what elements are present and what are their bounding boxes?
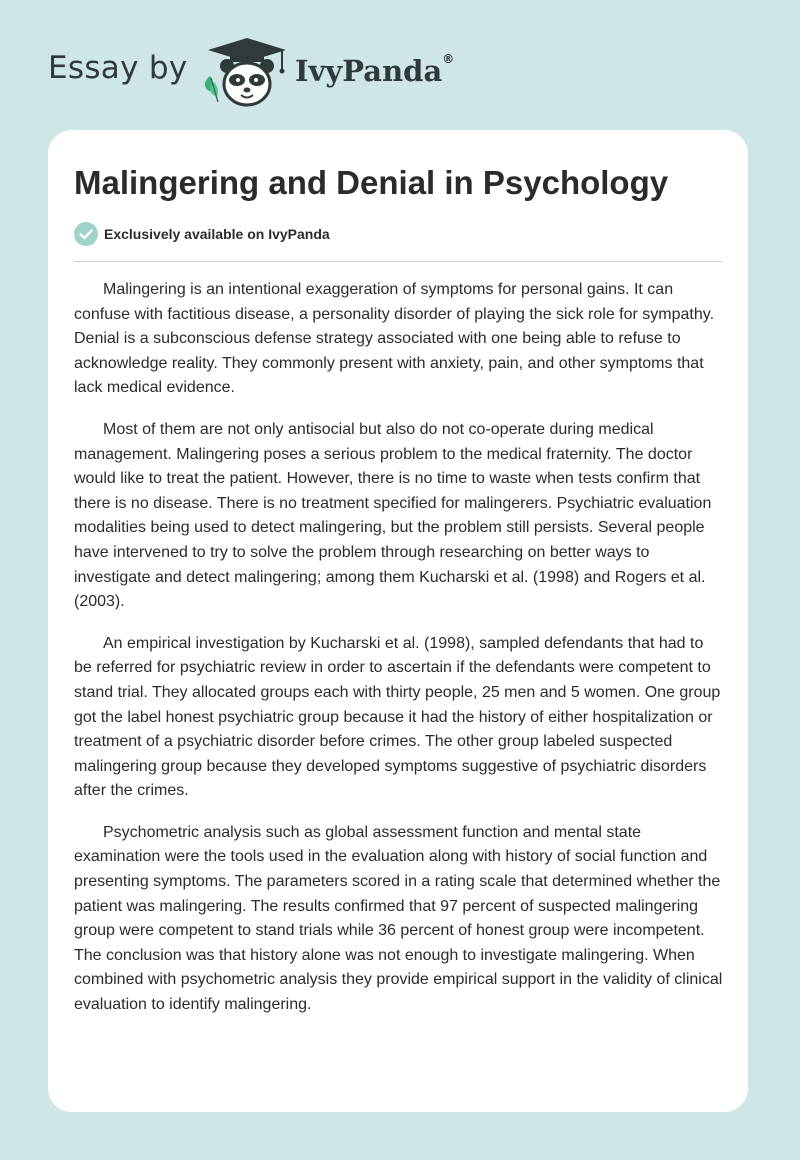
paragraph: An empirical investigation by Kucharski et al. (1998), sampled defendants that had to be referred for psychiatric review in order to ascertain if the defendants were competent to stand trial. They allocated groups each with thirty people, 25 men and 5 women. One group got the label honest psychiatric group because it had the history of either hospitalization or treatment of a psychiatric disorder before crimes. The other group labeled suspected malingering group because they developed symptoms suggestive of psychiatric disorders after the crimes.: [74, 634, 721, 800]
brand-logo[interactable]: [295, 54, 454, 88]
exclusive-badge-label: Exclusively available on IvyPanda: [104, 226, 330, 242]
brand-name: IvyPanda: [295, 54, 443, 88]
paragraph: Most of them are not only antisocial but also do not co-operate during medical management. Malingering poses a serious problem to the medical fraternity. The doctor would like to treat the patient. However, there is no time to waste when tests confirm that there is no disease. There is no treatment specified for malingerers. Psychiatric evaluation modalities being used to detect malingering, but the problem still persists. Several people have intervened to try to solve the problem through researching on better ways to investigate and detect malingering; among them Kucharski et al. (1998) and Rogers et al. (2003).: [74, 420, 712, 611]
registered-mark: ®: [442, 52, 455, 66]
check-circle-icon: [74, 222, 98, 246]
paragraph: Malingering is an intentional exaggeration of symptoms for personal gains. It can confuse with factitious disease, a personality disorder of playing the sick role for sympathy. Denial is a subconscious defense strategy associated with one being able to refuse to acknowledge reality. They commonly present with anxiety, pain, and other symptoms that lack medical evidence.: [74, 281, 715, 397]
essay-card: [48, 130, 748, 1112]
paragraph: Psychometric analysis such as global assessment function and mental state examination were the tools used in the evaluation along with history of social function and presenting symptoms. The parameters scored in a rating scale that determined whether the patient was malingering. The results confirmed that 97 percent of suspected malingering group were competent to stand trials while 36 percent of honest group were incompetent. The conclusion was that history alone was not enough to investigate malingering. When combined with psychometric analysis they provide empirical support in the validity of clinical evaluation to identify malingering.: [74, 823, 723, 1014]
leaf-icon: [205, 76, 218, 102]
site-header: [0, 0, 800, 130]
page-title: Malingering and Denial in Psychology: [74, 164, 669, 201]
article-body: [74, 278, 724, 1035]
essay-by-label: Essay by: [48, 50, 188, 86]
panda-graduate-icon[interactable]: [200, 36, 290, 110]
exclusive-badge: [74, 222, 330, 246]
divider: [74, 261, 722, 262]
